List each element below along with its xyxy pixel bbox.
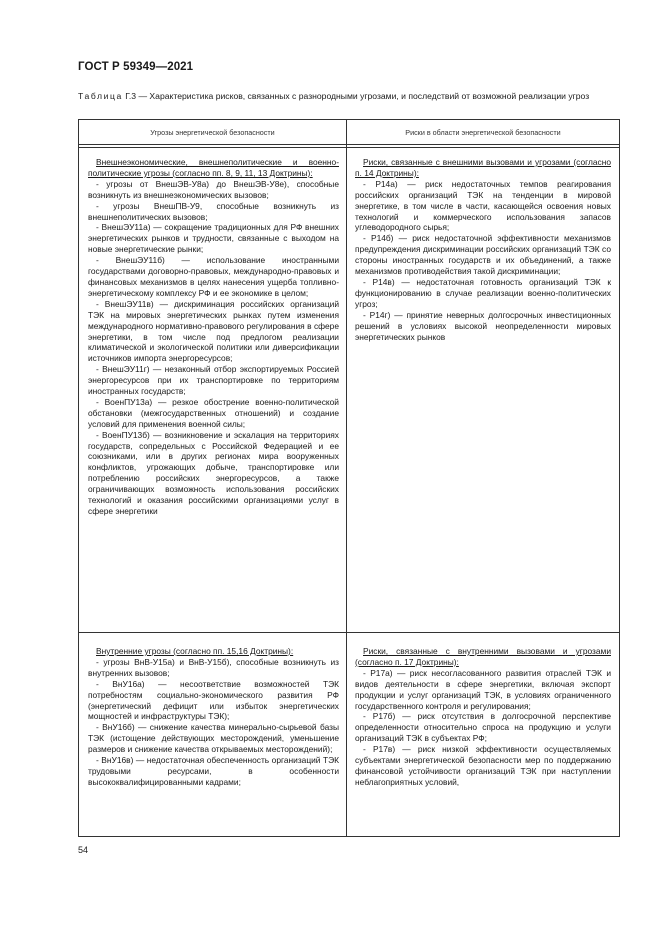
threats-risks-table [78, 119, 620, 837]
threat-item: - ВоенПУ13а) — резкое обострение военно-политической обстановки (межгосударственных отношений) и создание условий для применения военной силы; [88, 396, 339, 429]
risk-item: - Р14а) — риск недостаточных темпов реагирования российских организаций ТЭК на тенденции в мировой энергетике, в том числе в части, касающейся освоения новых технологий и коммерческого использования запасов углеводородного сырья; [355, 178, 611, 233]
risk-item: - Р14г) — принятие неверных долгосрочных инвестиционных решений в условиях высокой неопределенности мировых энергетических рынков [355, 309, 611, 342]
threat-item: - угрозы от ВнешЭВ-У8а) до ВнешЭВ-У8е), способные возникнуть из внешнеэкономических вызовов; [88, 178, 339, 200]
threats-group-heading: Внутренние угрозы (согласно пп. 15,16 Доктрины): [96, 646, 294, 656]
row-2-risks-cell [355, 646, 611, 788]
threats-group-heading: Внешнеэкономические, внешнеполитические и военно-политические угрозы (согласно пп. 8, 9, 11, 13 Доктрины): [88, 157, 339, 178]
header-divider-double [79, 147, 619, 148]
risk-item: - Р17а) — риск несогласованного развития отраслей ТЭК и видов деятельности в сфере энергетики, включая экспорт продукции и услуг организаций ТЭК, в условиях ограниченного государственного контроля и регулирования; [355, 667, 611, 711]
risk-item: - Р17в) — риск низкой эффективности осуществляемых субъектами энергетической безопасности мер по поддержанию финансовой устойчивости организаций ТЭК при наступлении неблагоприятных условий, [355, 744, 611, 787]
threat-item: - ВнешЭУ11г) — незаконный отбор экспортируемых Россией энергоресурсов при их транспортировке по территориям иностранных государств; [88, 364, 339, 397]
header-divider [79, 144, 619, 145]
threat-item: - ВнешЭУ11а) — сокращение традиционных для РФ внешних энергетических рынков и трудности, связанные с выходом на новые энергетические рынки; [88, 222, 339, 255]
table-caption-label: Таблица [78, 91, 123, 101]
column-header-threats: Угрозы энергетической безопасности [150, 127, 275, 137]
threat-item: - ВнешЭУ11б) — использование иностранными государствами договорно-правовых, международно-правовых и финансовых механизмов в целях нанесения ущерба топливно-энергетическому комплексу РФ и ее экономике в целом; [88, 255, 339, 298]
table-caption-text: Г.3 — Характеристика рисков, связанных с разнородными угрозами, и последствий от возможной реализации угроз [122, 91, 590, 101]
table-caption [78, 91, 618, 102]
row-divider [79, 632, 619, 633]
page-number: 54 [78, 845, 89, 855]
threat-item: - ВнУ16в) — недостаточная обеспеченность организаций ТЭК трудовыми ресурсами, в особенности высококвалифицированными кадрами; [88, 755, 339, 787]
threat-item: - ВнешЭУ11в) — дискриминация российских организаций ТЭК на мировых энергетических рынках путем изменения международного нормативно-правового регулирования в сфере энергетики, в том числе под предлогом реализации климатической и экологической политики или диверсификации источников импорта энергоресурсов; [88, 298, 339, 364]
risks-group-heading: Риски, связанные с внешними вызовами и угрозами (согласно п. 14 Доктрины): [355, 157, 611, 178]
threat-item: - ВоенПУ13б) — возникновение и эскалация на территориях государств, сопредельных с Российской Федерацией и ее союзниками, или в других регионах мира вооруженных конфликтов, угрожающих добыче, транспортировке или потреблению российских энергоресурсов, а также ограничивающих возможность использования российских технологий и оказания российскими организациями услуг в сфере энергетики [88, 429, 339, 516]
row-1-risks-cell [355, 157, 611, 342]
threat-item: - ВнУ16б) — снижение качества минерально-сырьевой базы ТЭК (истощение действующих месторождений, уменьшение размеров и снижение качества открываемых месторождений); [88, 722, 339, 755]
risk-item: - Р14б) — риск недостаточной эффективности механизмов предупреждения дискриминации российских организаций ТЭК со стороны иностранных государств и их объединений, а также механизмов противодействия такой дискриминации; [355, 233, 611, 277]
column-header-risks: Риски в области энергетической безопасности [405, 127, 561, 137]
standard-header: ГОСТ Р 59349—2021 [78, 61, 194, 73]
risk-item: - Р17б) — риск отсутствия в долгосрочной перспективе определенности относительно спроса на продукцию и услуги организаций ТЭК в субъектах РФ; [355, 711, 611, 744]
threat-item: - ВнУ16а) — несоответствие возможностей ТЭК потребностям социально-экономического развития РФ (энергетический дефицит или избыток энергетических мощностей и инфраструктуры ТЭК); [88, 678, 339, 722]
threat-item: - угрозы ВнешПВ-У9, способные возникнуть из внешнеполитических вызовов; [88, 200, 339, 222]
threat-item: - угрозы ВнВ-У15а) и ВнВ-У15б), способные возникнуть из внутренних вызовов; [88, 656, 339, 678]
risks-group-heading: Риски, связанные с внутренними вызовами и угрозами (согласно п. 17 Доктрины): [355, 646, 611, 667]
column-divider [346, 120, 347, 836]
row-1-threats-cell [88, 157, 339, 517]
row-2-threats-cell [88, 646, 339, 788]
risk-item: - Р14в) — недостаточная готовность организаций ТЭК к функционированию в случае реализации военно-политических угроз; [355, 276, 611, 309]
